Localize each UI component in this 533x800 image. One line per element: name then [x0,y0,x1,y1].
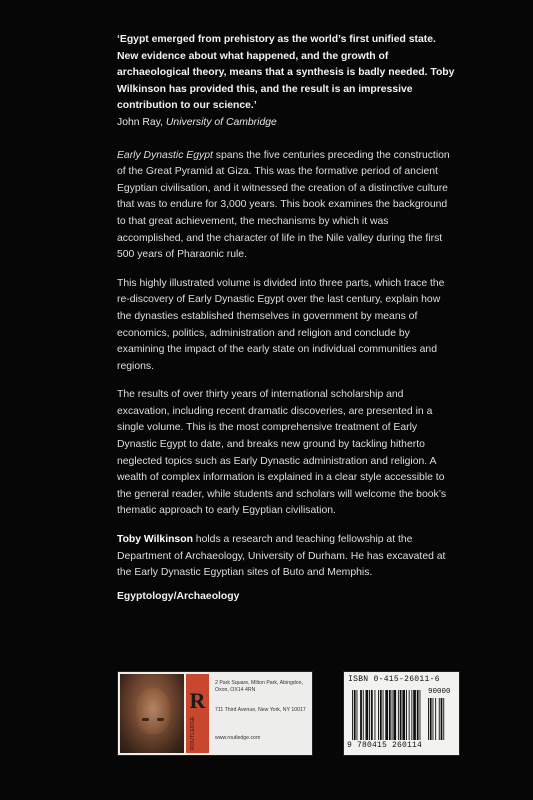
book-title-italic: Early Dynastic Egypt [117,149,213,161]
description-paragraph-2: This highly illustrated volume is divided into three parts, which trace the re-discovery of Early Dynastic Egypt over the last century, explain how the dynasties established themselves in government by means of economics, politics, administration and religion and conclude by examining the impact of the early state on individual communities and regions. [117,277,445,372]
barcode-icon [352,686,452,740]
statue-face [136,688,170,734]
quote-affiliation: University of Cambridge [165,116,277,128]
publisher-website: www.routledge.com [215,735,261,741]
author-bio [117,532,457,582]
publisher-address-us: 711 Third Avenue, New York, NY 10017 [215,707,306,713]
publisher-address-uk: 2 Park Square, Milton Park, Abingdon, Oxon, OX14 4RN [215,680,303,693]
publisher-panel [117,671,313,756]
price-code: 90000 [428,688,451,696]
description-paragraph-3: The results of over thirty years of international scholarship and excavation, including recent dramatic discoveries, are presented in a single volume. This is the most comprehensive treatment of Early Dynastic Egypt to date, and breaks new ground by tackling hitherto neglected topics such as Early Dynastic administration and religion. A wealth of complex information is explained in a clear style accessible to the general reader, while students and scholars will welcome the book’s thematic approach to early Egyptian civilisation. [117,389,447,517]
isbn-number: ISBN 0-415-26011-6 [348,675,440,684]
endorsement-quote: ‘Egypt emerged from prehistory as the world’s first unified state. New evidence about what happened, and the growth of archaeological theory, means that a synthesis is badly needed. Toby Wilkinson has provided this, and the result is an impressive contribution to our science.’ [117,34,455,112]
publisher-logo-letter: R [189,688,206,713]
barcode-panel [343,671,460,756]
quote-attribution [117,115,457,132]
publisher-logo [186,674,209,753]
subject-category: Egyptology/Archaeology [117,591,240,602]
description-paragraph-1 [117,148,457,264]
description-paragraph-1-text: spans the five centuries preceding the construction of the Great Pyramid at Giza. This was the formative period of ancient Egyptian civilisation, and it witnessed the creation of a distinctive culture that was to endure for 3,000 years. This book examines the background to that great achievement, the mechanisms by which it was accomplished, and the character of life in the Nile valley during the first 500 years of Pharaonic rule. [117,149,450,261]
statue-eye-right [157,718,164,721]
quote-author: John Ray, [117,116,164,128]
back-cover-text [117,32,457,594]
author-bio-text: holds a research and teaching fellowship at the Department of Archaeology, University of Durham. He has excavated at the Early Dynastic Egyptian sites of Buto and Memphis. [117,534,446,579]
publisher-name: ROUTLEDGE [190,716,196,750]
ean-digits: 9 780415 260114 [347,741,423,750]
author-name: Toby Wilkinson [117,534,193,546]
statue-head-image [120,674,184,753]
statue-eye-left [142,718,149,721]
